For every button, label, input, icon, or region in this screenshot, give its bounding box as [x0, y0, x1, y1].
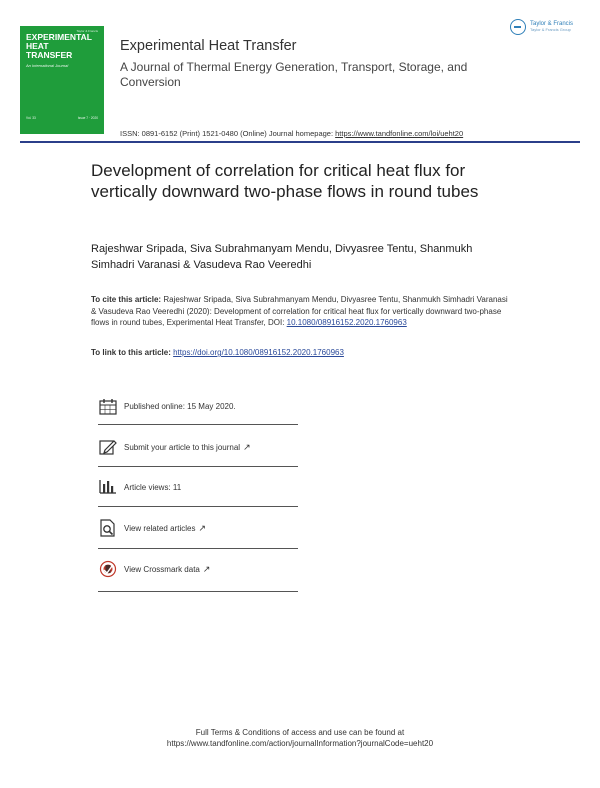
- external-link-icon: ↗: [202, 563, 211, 574]
- publisher-logo-icon: [510, 19, 526, 35]
- terms-footer-line1: Full Terms & Conditions of access and use can be found at: [195, 728, 405, 737]
- issn-line: [120, 129, 463, 138]
- article-views-text: Article views: 11: [124, 482, 182, 492]
- cover-footer: [26, 116, 98, 120]
- journal-homepage-link[interactable]: https://www.tandfonline.com/loi/ueht20: [335, 129, 464, 138]
- article-link-line: [91, 348, 344, 357]
- external-link-icon: ↗: [243, 441, 251, 452]
- citation-label: To cite this article:: [91, 295, 162, 304]
- external-link-icon: ↗: [198, 522, 206, 533]
- cover-subtitle: An International Journal: [26, 63, 69, 68]
- cover-publisher-note: Taylor & Francis: [76, 29, 98, 33]
- citation-text: Rajeshwar Sripada, Siva Subrahmanyam Mendu, Divyasree Tentu, Shanmukh Simhadri Varanasi & Vasudeva Rao Veeredhi (2020): Development of correlation for critical heat flux for vertically downward two-phase flows in round tubes, Experimental Heat Transfer, DOI:: [91, 295, 508, 327]
- published-online-row: [98, 395, 298, 417]
- calendar-icon: [98, 397, 118, 415]
- meta-divider: [98, 424, 298, 425]
- related-articles-text: View related articles: [124, 523, 196, 533]
- header-rule: [20, 141, 580, 143]
- issn-text: ISSN: 0891-6152 (Print) 1521-0480 (Online) Journal homepage:: [120, 129, 336, 138]
- crossmark-text: View Crossmark data: [124, 564, 200, 574]
- meta-divider: [98, 506, 298, 507]
- publisher-logo-line2: Taylor & Francis Group: [530, 27, 571, 32]
- article-views-row: [98, 476, 298, 498]
- terms-footer: [0, 727, 600, 749]
- terms-footer-link[interactable]: https://www.tandfonline.com/action/journalInformation?journalCode=ueht20: [166, 739, 434, 748]
- crossmark-link[interactable]: [98, 558, 298, 580]
- edit-icon: [98, 438, 118, 456]
- crossmark-icon: [98, 560, 118, 578]
- citation-block: [91, 294, 511, 329]
- submit-article-text: Submit your article to this journal: [124, 442, 241, 452]
- article-link-label: To link to this article:: [91, 348, 174, 357]
- publisher-logo[interactable]: [510, 16, 584, 38]
- publisher-logo-text: [530, 21, 573, 33]
- cover-issue: Issue 7 · 2020: [77, 116, 98, 120]
- cover-volume: Vol. 33: [26, 116, 36, 120]
- publisher-logo-line1: Taylor & Francis: [530, 21, 574, 27]
- meta-divider: [98, 466, 298, 467]
- article-doi-link[interactable]: https://doi.org/10.1080/08916152.2020.1760963: [173, 348, 344, 357]
- related-articles-link[interactable]: [98, 517, 298, 539]
- bar-chart-icon: [98, 478, 118, 496]
- meta-divider: [98, 591, 298, 592]
- journal-cover-image[interactable]: [20, 26, 104, 134]
- journal-title[interactable]: Experimental Heat Transfer: [120, 38, 297, 54]
- journal-subtitle: A Journal of Thermal Energy Generation, Transport, Storage, and Conversion: [120, 60, 468, 89]
- citation-doi-link[interactable]: 10.1080/08916152.2020.1760963: [286, 318, 407, 327]
- cover-title: EXPERIMENTAL HEAT TRANSFER: [26, 32, 92, 60]
- article-title: Development of correlation for critical heat flux for vertically downward two-phase flows in round tubes: [91, 161, 479, 201]
- meta-divider: [98, 548, 298, 549]
- published-online-text: Published online: 15 May 2020.: [124, 401, 236, 411]
- submit-article-link[interactable]: [98, 436, 298, 458]
- related-articles-icon: [98, 519, 118, 537]
- article-authors: Rajeshwar Sripada, Siva Subrahmanyam Mendu, Divyasree Tentu, Shanmukh Simhadri Varanasi & Vasudeva Rao Veeredhi: [91, 243, 473, 271]
